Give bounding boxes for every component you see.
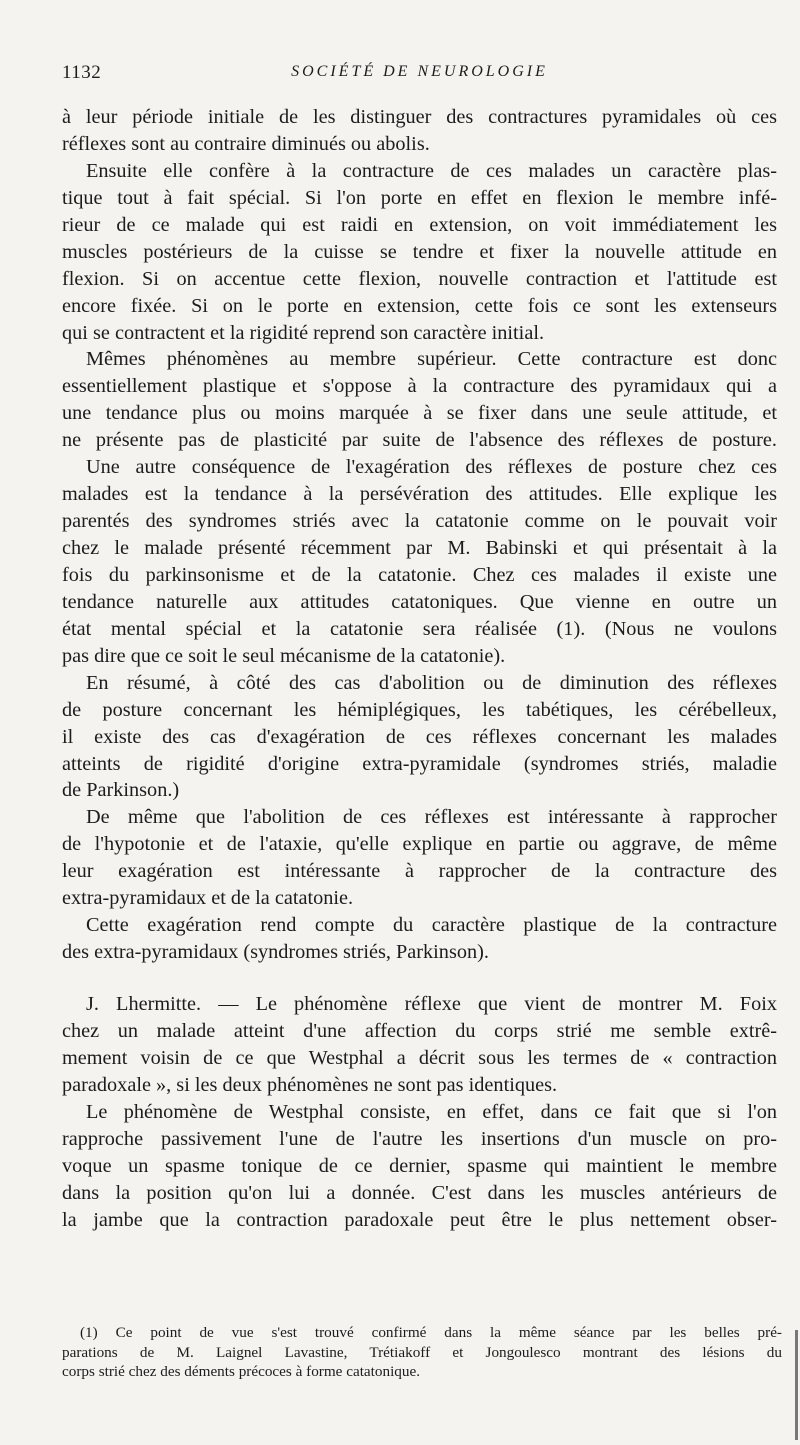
- text-line: rieur de ce malade qui est raidi en extension, on voit immédiatement les: [62, 213, 777, 236]
- text-line: extra-pyramidaux et de la catatonie.: [62, 887, 354, 910]
- text-line: ne présente pas de plasticité par suite de l'absence des réflexes de posture.: [62, 429, 777, 452]
- text-line: essentiellement plastique et s'oppose à la contracture des pyramidaux qui a: [62, 375, 777, 398]
- text-line: qui se contractent et la rigidité reprend son caractère initial.: [62, 321, 545, 344]
- text-line: fois du parkinsonisme et de la catatonie. Chez ces malades il existe une: [62, 563, 777, 586]
- text-line: parentés des syndromes striés avec la catatonie comme on le pouvait voir: [62, 510, 777, 533]
- text-line: la jambe que la contraction paradoxale peut être le plus nettement obser-: [62, 1208, 777, 1231]
- text-line: état mental spécial et la catatonie sera réalisée (1). (Nous ne voulons: [62, 617, 777, 640]
- page-number: 1132: [62, 62, 102, 83]
- text-line: flexion. Si on accentue cette flexion, nouvelle contraction et l'attitude est: [62, 267, 777, 290]
- text-line: leur exagération est intéressante à rapprocher de la contracture des: [62, 860, 777, 883]
- body-text: [62, 104, 777, 1233]
- text-line: rapproche passivement l'une de l'autre les insertions d'un muscle on pro-: [62, 1127, 777, 1150]
- text-line: des extra-pyramidaux (syndromes striés, Parkinson).: [62, 941, 489, 964]
- text-line: dans la position qu'on lui a donnée. C'est dans les muscles antérieurs de: [62, 1181, 777, 1204]
- text-line: de l'hypotonie et de l'ataxie, qu'elle explique en partie ou aggrave, de même: [62, 833, 777, 856]
- text-line: il existe des cas d'exagération de ces réflexes concernant les malades: [62, 725, 777, 748]
- text-line: En résumé, à côté des cas d'abolition ou de diminution des réflexes: [86, 671, 777, 694]
- text-line: encore fixée. Si on le porte en extension, cette fois ce sont les extenseurs: [62, 294, 777, 317]
- text-line: Mêmes phénomènes au membre supérieur. Cette contracture est donc: [86, 348, 777, 371]
- running-title: SOCIÉTÉ DE NEUROLOGIE: [291, 63, 548, 80]
- text-line: tique tout à fait spécial. Si l'on porte en effet en flexion le membre infé-: [62, 186, 777, 209]
- text-line: voque un spasme tonique de ce dernier, spasme qui maintient le membre: [62, 1154, 777, 1177]
- page-header: [62, 62, 777, 90]
- footnote: [62, 1323, 782, 1382]
- text-line: Cette exagération rend compte du caractère plastique de la contracture: [86, 914, 777, 937]
- text-line: De même que l'abolition de ces réflexes est intéressante à rapprocher: [86, 806, 777, 829]
- footnote-line: parations de M. Laignel Lavastine, Trétiakoff et Jongoulesco montrant des lésions du: [62, 1343, 782, 1361]
- text-line: pas dire que ce soit le seul mécanisme de la catatonie).: [62, 644, 506, 667]
- text-line: atteints de rigidité d'origine extra-pyramidale (syndromes striés, maladie: [62, 752, 777, 775]
- text-line: chez un malade atteint d'une affection du corps strié me semble extrê-: [62, 1019, 777, 1042]
- text-line: de Parkinson.): [62, 779, 180, 802]
- text-line: muscles postérieurs de la cuisse se tendre et fixer la nouvelle attitude en: [62, 240, 777, 263]
- text-line: malades est la tendance à la persévération des attitudes. Elle explique les: [62, 483, 777, 506]
- page-edge-mark: [795, 1330, 798, 1440]
- text-line: à leur période initiale de les distinguer des contractures pyramidales où ces: [62, 106, 777, 128]
- text-line: mement voisin de ce que Westphal a décrit sous les termes de « contraction: [62, 1046, 777, 1069]
- text-line: une tendance plus ou moins marquée à se fixer dans une seule attitude, et: [62, 402, 777, 425]
- text-line: Ensuite elle confère à la contracture de ces malades un caractère plas-: [86, 159, 777, 182]
- text-line: Le phénomène de Westphal consiste, en effet, dans ce fait que si l'on: [86, 1100, 777, 1123]
- footnote-line: (1) Ce point de vue s'est trouvé confirmé dans la même séance par les belles pré-: [80, 1324, 782, 1341]
- text-line: paradoxale », si les deux phénomènes ne sont pas identiques.: [62, 1073, 558, 1096]
- text-line: tendance naturelle aux attitudes catatoniques. Que vienne en outre un: [62, 590, 777, 613]
- text-line: réflexes sont au contraire diminués ou abolis.: [62, 132, 430, 155]
- text-line: Une autre conséquence de l'exagération des réflexes de posture chez ces: [86, 456, 777, 479]
- footnote-line: corps strié chez des déments précoces à forme catatonique.: [62, 1363, 421, 1380]
- text-line: de posture concernant les hémiplégiques, les tabétiques, les cérébelleux,: [62, 698, 777, 721]
- text-line: chez le malade présenté récemment par M. Babinski et qui présentait à la: [62, 537, 777, 559]
- text-line: J. Lhermitte. — Le phénomène réflexe que vient de montrer M. Foix: [86, 993, 777, 1015]
